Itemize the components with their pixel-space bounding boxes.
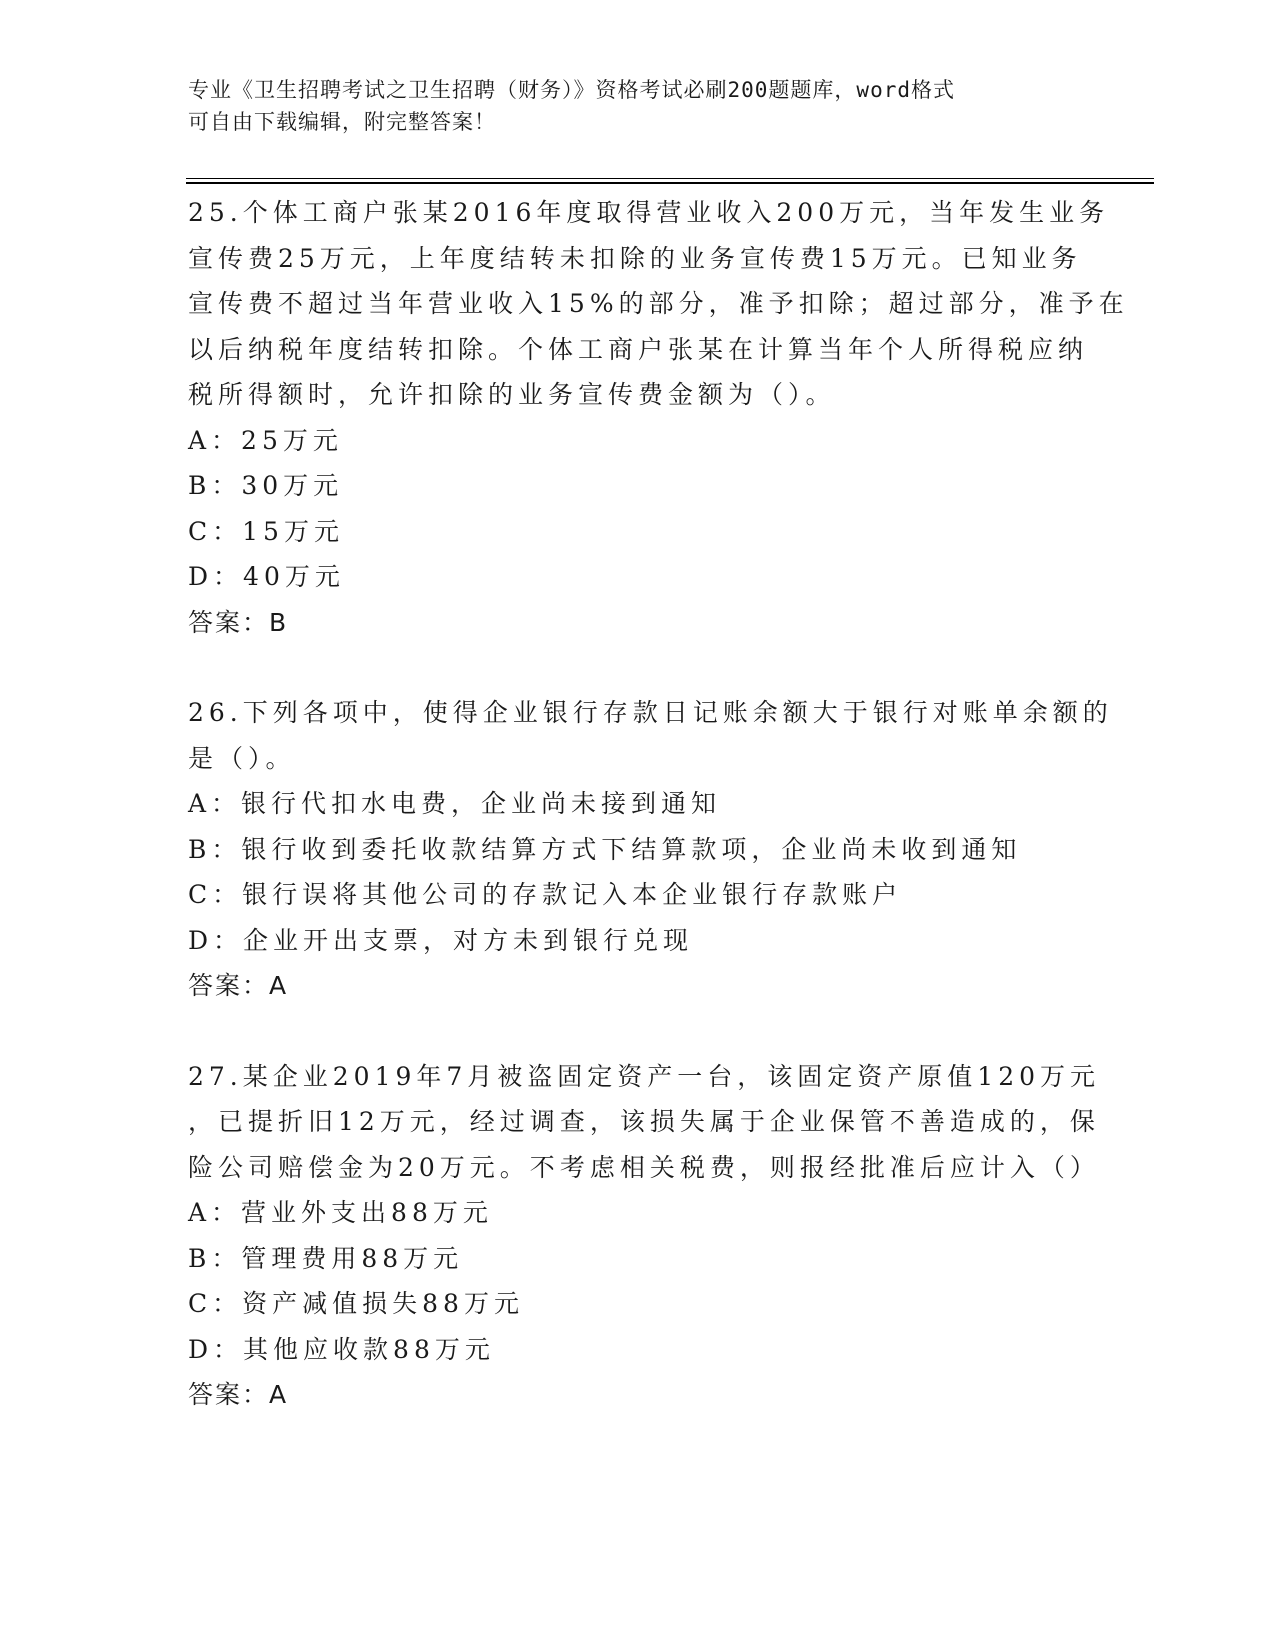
question-line: 宣传费不超过当年营业收入15%的部分，准予扣除；超过部分，准予在 — [188, 289, 1129, 318]
question-27 — [188, 1054, 1101, 1418]
question-line: 25.个体工商户张某2016年度取得营业收入200万元，当年发生业务 — [188, 198, 1110, 227]
option-a: A：营业外支出88万元 — [188, 1198, 493, 1227]
question-line: 是（）。 — [188, 743, 296, 773]
question-text — [188, 190, 1129, 418]
question-line: 以后纳税年度结转扣除。个体工商户张某在计算当年个人所得税应纳 — [188, 334, 1089, 364]
header-line-1: 专业《卫生招聘考试之卫生招聘（财务）》资格考试必刷200题题库，word格式 — [188, 78, 955, 102]
option-b: B：管理费用88万元 — [188, 1243, 464, 1273]
option-d: D：其他应收款88万元 — [188, 1334, 495, 1364]
document-header — [188, 74, 1088, 138]
option-b: B：银行收到委托收款结算方式下结算款项，企业尚未收到通知 — [188, 834, 1022, 864]
option-c: C：资产减值损失88万元 — [188, 1289, 524, 1318]
question-text — [188, 690, 1113, 781]
option-d: D：40万元 — [188, 562, 345, 591]
option-c: C：银行误将其他公司的存款记入本企业银行存款账户 — [188, 880, 903, 909]
question-line: 27.某企业2019年7月被盗固定资产一台，该固定资产原值120万元 — [188, 1061, 1101, 1091]
header-divider-thick — [186, 182, 1154, 184]
answer: 答案：A — [188, 1380, 289, 1409]
question-line: 税所得额时，允许扣除的业务宣传费金额为（）。 — [188, 380, 836, 409]
question-line: ，已提折旧12万元，经过调查，该损失属于企业保管不善造成的，保 — [188, 1107, 1100, 1136]
question-list — [188, 190, 1129, 1463]
question-line: 宣传费25万元，上年度结转未扣除的业务宣传费15万元。已知业务 — [188, 243, 1082, 273]
answer: 答案：B — [188, 607, 289, 637]
option-d: D：企业开出支票，对方未到银行兑现 — [188, 925, 694, 955]
option-a: A：25万元 — [188, 425, 343, 455]
question-26 — [188, 690, 1113, 1009]
question-line: 险公司赔偿金为20万元。不考虑相关税费，则报经批准后应计入（） — [188, 1152, 1100, 1182]
option-c: C：15万元 — [188, 516, 344, 546]
option-b: B：30万元 — [188, 471, 344, 500]
option-a: A：银行代扣水电费，企业尚未接到通知 — [188, 789, 722, 818]
question-line: 26.下列各项中，使得企业银行存款日记账余额大于银行对账单余额的 — [188, 698, 1113, 727]
answer: 答案：A — [188, 971, 289, 1000]
header-divider-thin — [186, 178, 1154, 179]
header-line-2: 可自由下载编辑，附完整答案！ — [188, 110, 496, 134]
question-25 — [188, 190, 1129, 645]
question-text — [188, 1054, 1101, 1191]
